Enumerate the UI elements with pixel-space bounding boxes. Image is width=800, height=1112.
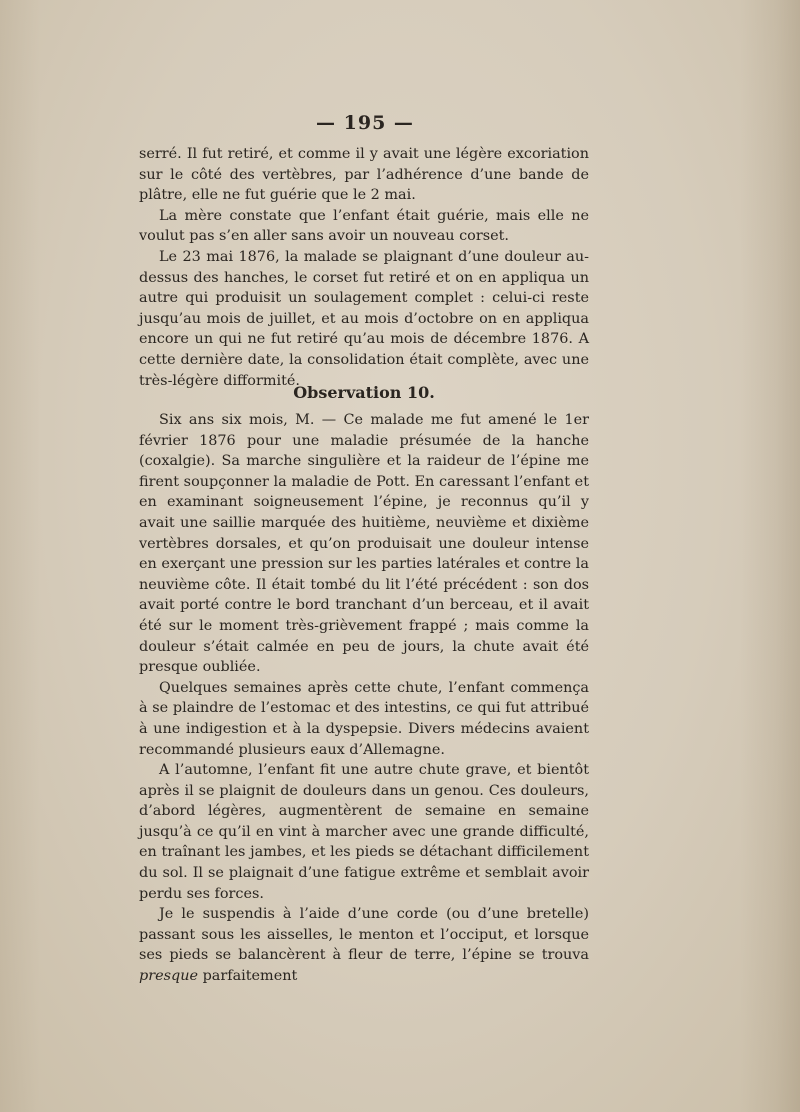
trailing-word: parfaitement — [202, 968, 298, 985]
page-shadow-left — [0, 0, 40, 1112]
section-heading: Observation 10. — [293, 383, 435, 402]
paragraph: A l’automne, l’enfant fit une autre chute grave, et bientôt après il se plaignit de douleurs dans un genou. Ces douleurs, d’abord légères, augmentèrent de semaine en semaine jusqu’à ce qu’il en vint à marcher avec une grande difficulté, en traînant les jambes, et les pieds se détachant difficilement du sol. Il se plaignait d’une fatigue extrême et semblait avoir perdu ses forces. — [139, 762, 589, 902]
paragraph: Six ans six mois, M. — Ce malade me fut amené le 1er février 1876 pour une maladie présumée de la hanche (coxalgie). Sa marche singulière et la raideur de l’épine me firent soupçonner la maladie de Pott. En caressant l’enfant et en examinant soigneusement l’épine, je reconnus qu’il y avait une saillie marquée des huitième, neuvième et dixième vertèbres dorsales, et qu’on produisait une douleur intense en exerçant une pression sur les parties latérales et contre la neuvième côte. Il était tombé du lit l’été précédent : son dos avait porté contre le bord tranchant d’un berceau, et il avait été sur le moment très-grièvement frappé ; mais comme la douleur s’était calmée en peu de jours, la chute avait été presque oubliée. — [139, 412, 589, 676]
italic-word: presque — [139, 968, 198, 985]
page-number: — 195 — — [316, 112, 414, 134]
paragraph-text: Je le suspendis à l’aide d’une corde (ou d’une bretelle) passant sous les aisselles, le menton et l’occiput, et lorsque ses pieds se balancèrent à fleur de terre, l’épine se trouva — [139, 906, 589, 964]
paragraph: Le 23 mai 1876, la malade se plaignant d’une douleur au-dessus des hanches, le corset fut retiré et on en appliqua un autre qui produisit un soulagement complet : celui-ci reste jusqu’au mois de juillet, et au mois d’octobre on en appliqua encore un qui ne fut retiré qu’au mois de décembre 1876. A cette dernière date, la consolidation était complète, avec une très-légère difformité. — [139, 248, 589, 389]
text-block-observation — [139, 410, 589, 987]
paragraph: serré. Il fut retiré, et comme il y avait une légère excoriation sur le côté des vertèbres, par l’adhérence d’une bande de plâtre, elle ne fut guérie que le 2 mai. — [139, 146, 589, 204]
page-shadow-right — [740, 0, 800, 1112]
paragraph: La mère constate que l’enfant était guérie, mais elle ne voulut pas s’en aller sans avoir un nouveau corset. — [139, 207, 589, 245]
paragraph-last — [139, 904, 589, 986]
text-block-top — [139, 144, 589, 391]
paragraph: Quelques semaines après cette chute, l’enfant commença à se plaindre de l’estomac et des intestins, ce qui fut attribué à une indigestion et à la dyspepsie. Divers médecins avaient recommandé plusieurs eaux d’Allemagne. — [139, 679, 589, 758]
